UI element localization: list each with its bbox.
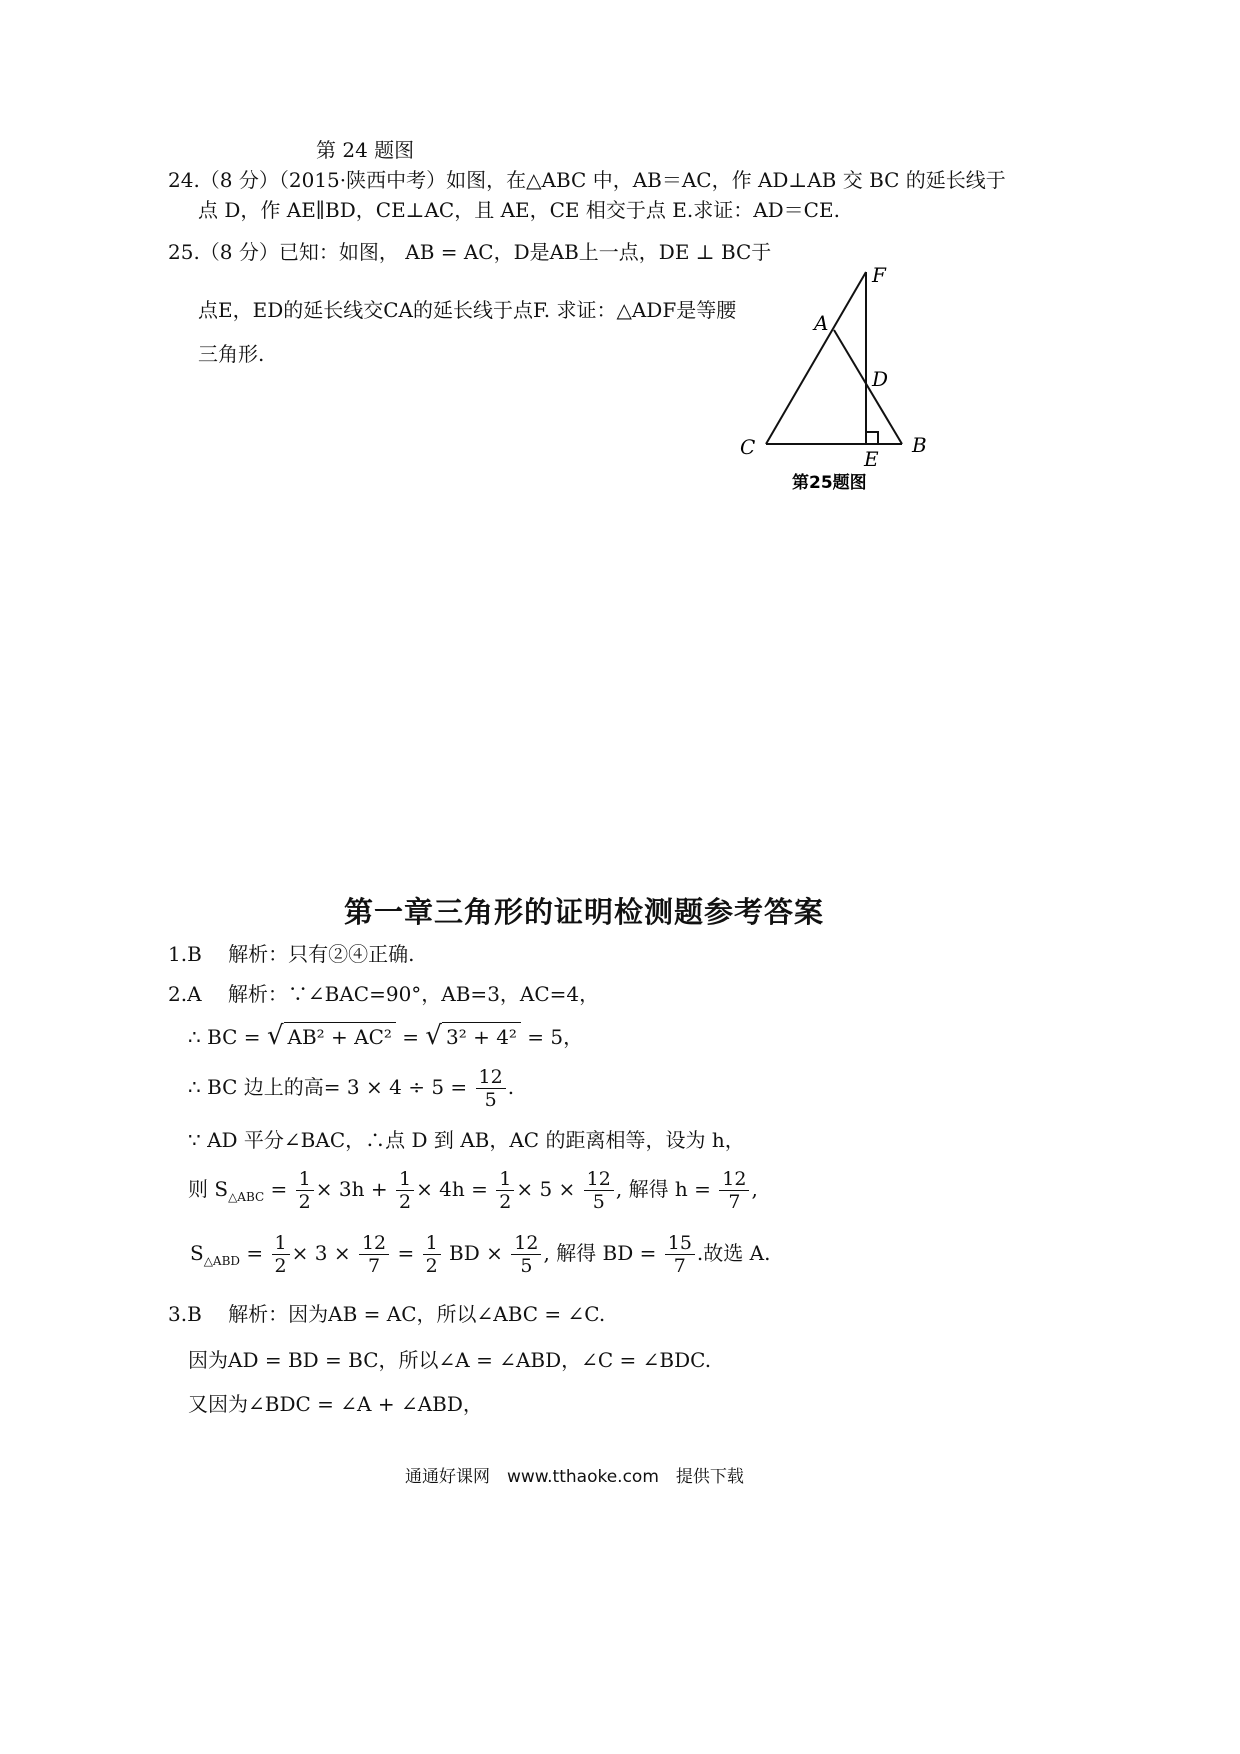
period: . — [507, 1075, 515, 1099]
a2-l6-end: .故选 A. — [696, 1241, 771, 1265]
answer-3-line2: 因为AD = BD = BC，所以∠A = ∠ABD，∠C = ∠BDC. — [188, 1348, 712, 1372]
fraction — [665, 1232, 695, 1277]
denominator: 7 — [673, 1255, 686, 1277]
fraction — [423, 1232, 441, 1277]
denominator: 5 — [592, 1191, 605, 1213]
a2-l6-t1: × 3 × — [291, 1241, 357, 1265]
numerator: 1 — [272, 1232, 290, 1255]
q25-line3: 三角形. — [198, 342, 265, 366]
fraction — [272, 1232, 290, 1277]
a2-l6-t2: BD × — [442, 1241, 510, 1265]
a2-l3-pre: ∴ BC 边上的高= 3 × 4 ÷ 5 = — [188, 1075, 474, 1099]
label-A: A — [814, 311, 829, 335]
label-F: F — [872, 263, 886, 287]
denominator: 2 — [398, 1191, 412, 1213]
label-E: E — [864, 447, 879, 471]
a2-l5-pre: 则 S — [188, 1177, 229, 1201]
numerator: 12 — [719, 1168, 749, 1191]
denominator: 2 — [298, 1191, 311, 1213]
numerator: 1 — [496, 1168, 514, 1191]
a2-l6-eq: = — [240, 1241, 270, 1265]
answer-2-line3 — [188, 1066, 514, 1111]
denominator: 7 — [728, 1191, 741, 1213]
q25-line2: 点E，ED的延长线交CA的延长线于点F. 求证：△ADF是等腰 — [198, 298, 737, 322]
answer-2-line6 — [190, 1232, 770, 1277]
answer-3-line1: 3.B 解析：因为AB = AC，所以∠ABC = ∠C. — [168, 1302, 606, 1326]
numerator: 15 — [665, 1232, 695, 1255]
numerator: 1 — [423, 1232, 441, 1255]
fig25-caption: 第25题图 — [792, 473, 867, 493]
fraction — [359, 1232, 389, 1277]
label-D: D — [872, 367, 889, 391]
a2-l5-t4: , 解得 h = — [615, 1177, 718, 1201]
answers-title: 第一章三角形的证明检测题参考答案 — [344, 895, 825, 929]
denominator: 5 — [484, 1089, 497, 1111]
a2-l6-t3: , 解得 BD = — [543, 1241, 663, 1265]
a2-l5-sub: △ABC — [228, 1190, 265, 1204]
footer: 通通好课网 www.tthaoke.com 提供下载 — [405, 1467, 744, 1487]
fraction — [476, 1066, 506, 1111]
denominator: 5 — [520, 1255, 533, 1277]
a2-l2-eq: = — [395, 1025, 426, 1049]
answer-2-line1: 2.A 解析：∵∠BAC=90°，AB=3，AC=4， — [168, 982, 600, 1006]
q24-line2: 点 D，作 AE∥BD，CE⊥AC，且 AE，CE 相交于点 E.求证：AD＝CE. — [198, 198, 840, 222]
figure-25 — [730, 258, 950, 498]
denominator: 2 — [499, 1191, 512, 1213]
numerator: 1 — [396, 1168, 414, 1191]
fraction — [584, 1168, 614, 1213]
a2-l5-eq: = — [264, 1177, 294, 1201]
answer-2-line4: ∵ AD 平分∠BAC，∴点 D 到 AB，AC 的距离相等，设为 h， — [188, 1128, 745, 1152]
radicand-1: AB² + AC² — [284, 1022, 396, 1051]
numerator: 12 — [359, 1232, 389, 1255]
a2-l2-post: = 5， — [520, 1025, 584, 1049]
fraction — [296, 1168, 314, 1213]
a2-l5-t1: × 3h + — [315, 1177, 394, 1201]
a2-l6-eq2: = — [391, 1241, 421, 1265]
label-B: B — [912, 433, 927, 457]
sqrt-icon: √ — [266, 1021, 284, 1051]
a2-l5-t2: × 4h = — [416, 1177, 495, 1201]
fraction — [719, 1168, 749, 1213]
answer-2-line5 — [188, 1168, 758, 1213]
answer-3-line3: 又因为∠BDC = ∠A + ∠ABD， — [188, 1392, 483, 1416]
sqrt-icon: √ — [425, 1021, 442, 1051]
label-C: C — [740, 435, 756, 459]
numerator: 12 — [476, 1066, 506, 1089]
fraction — [511, 1232, 541, 1277]
numerator: 12 — [511, 1232, 541, 1255]
q25-line1: 25.（8 分）已知：如图， AB = AC，D是AB上一点，DE ⊥ BC于 — [168, 240, 772, 264]
triangle-lines — [766, 272, 902, 444]
fraction — [496, 1168, 514, 1213]
fig24-caption: 第 24 题图 — [316, 138, 415, 162]
denominator: 2 — [274, 1255, 287, 1277]
denominator: 7 — [367, 1255, 381, 1277]
a2-l5-t3: × 5 × — [516, 1177, 582, 1201]
numerator: 1 — [296, 1168, 314, 1191]
denominator: 2 — [425, 1255, 438, 1277]
numerator: 12 — [584, 1168, 614, 1191]
a2-l6-sub: △ABD — [203, 1254, 241, 1268]
a2-l2-pre: ∴ BC = — [188, 1025, 267, 1049]
fraction — [396, 1168, 414, 1213]
answer-2-line2 — [188, 1022, 583, 1051]
answer-1: 1.B 解析：只有②④正确. — [168, 942, 415, 966]
a2-l6-pre: S — [190, 1241, 204, 1265]
q24-line1: 24.（8 分）（2015·陕西中考）如图，在△ABC 中，AB＝AC，作 AD⊥AB 交 BC 的延长线于 — [168, 168, 1006, 192]
a2-l5-end: , — [751, 1177, 758, 1201]
radicand-2: 3² + 4² — [442, 1022, 521, 1051]
